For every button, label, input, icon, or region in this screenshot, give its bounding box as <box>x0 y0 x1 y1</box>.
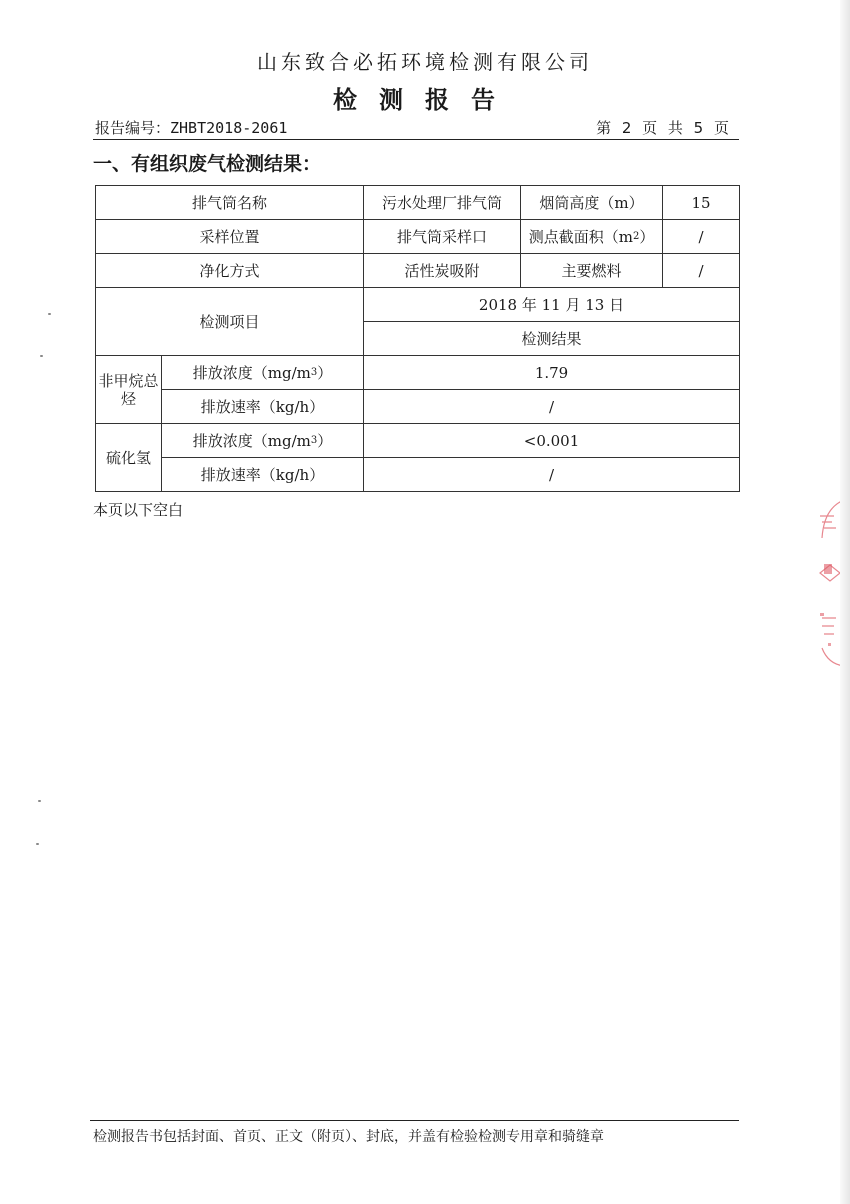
stack-height-label: 烟筒高度（m） <box>521 186 663 220</box>
concentration-label-text: 排放浓度（mg/m <box>192 431 311 450</box>
table-row <box>96 220 740 254</box>
table-row <box>96 288 740 322</box>
purification-label: 净化方式 <box>96 254 364 288</box>
item-label: 检测项目 <box>96 288 364 356</box>
report-number: 报告编号：ZHBT2018-2061 <box>95 119 288 137</box>
table-row <box>96 424 740 458</box>
section-area-label <box>521 220 663 254</box>
rate-value: / <box>364 390 740 424</box>
scan-speck <box>48 313 51 315</box>
concentration-sup: 3 <box>310 366 318 378</box>
concentration-label <box>162 356 364 390</box>
stack-name-value: 污水处理厂排气筒 <box>364 186 521 220</box>
rate-label: 排放速率（kg/h） <box>162 458 364 492</box>
scan-speck <box>36 843 39 845</box>
concentration-value: <0.001 <box>364 424 740 458</box>
company-name: 山东致合必拓环境检测有限公司 <box>257 50 593 74</box>
blank-page-note: 本页以下空白 <box>93 501 184 519</box>
sampling-location-label: 采样位置 <box>96 220 364 254</box>
section-area-label-suffix: ） <box>639 227 655 246</box>
table-row <box>96 390 740 424</box>
test-date: 2018 年 11 月 13 日 <box>364 288 740 322</box>
footer-rule <box>90 1120 739 1121</box>
pollutant-name: 硫化氢 <box>96 424 162 492</box>
stack-height-value: 15 <box>663 186 740 220</box>
scan-edge <box>840 0 850 1204</box>
table-row <box>96 458 740 492</box>
page-indicator: 第 2 页 共 5 页 <box>596 119 732 137</box>
section-heading: 一、有组织废气检测结果： <box>93 153 322 175</box>
rate-value: / <box>364 458 740 492</box>
section-area-label-text: 测点截面积（m <box>528 227 633 246</box>
footer-note: 检测报告书包括封面、首页、正文（附页）、封底，并盖有检验检测专用章和骑缝章 <box>93 1129 604 1145</box>
sampling-location-value: 排气筒采样口 <box>364 220 521 254</box>
section-area-value: / <box>663 220 740 254</box>
table-row <box>96 356 740 390</box>
table-row <box>96 254 740 288</box>
scan-speck <box>40 355 43 357</box>
result-header: 检测结果 <box>364 322 740 356</box>
fuel-label: 主要燃料 <box>521 254 663 288</box>
concentration-sup: 3 <box>310 434 318 446</box>
purification-value: 活性炭吸附 <box>364 254 521 288</box>
table-row <box>96 186 740 220</box>
concentration-label-suffix: ） <box>317 363 333 382</box>
fuel-value: / <box>663 254 740 288</box>
stack-name-label: 排气筒名称 <box>96 186 364 220</box>
results-table <box>95 185 740 492</box>
concentration-label-text: 排放浓度（mg/m <box>192 363 311 382</box>
header-rule <box>93 139 739 140</box>
concentration-value: 1.79 <box>364 356 740 390</box>
report-title: 检测报告 <box>333 86 517 114</box>
rate-label: 排放速率（kg/h） <box>162 390 364 424</box>
scan-speck <box>38 800 41 802</box>
concentration-label <box>162 424 364 458</box>
section-area-sup: 2 <box>632 230 640 242</box>
pollutant-name: 非甲烷总烃 <box>96 356 162 424</box>
concentration-label-suffix: ） <box>317 431 333 450</box>
